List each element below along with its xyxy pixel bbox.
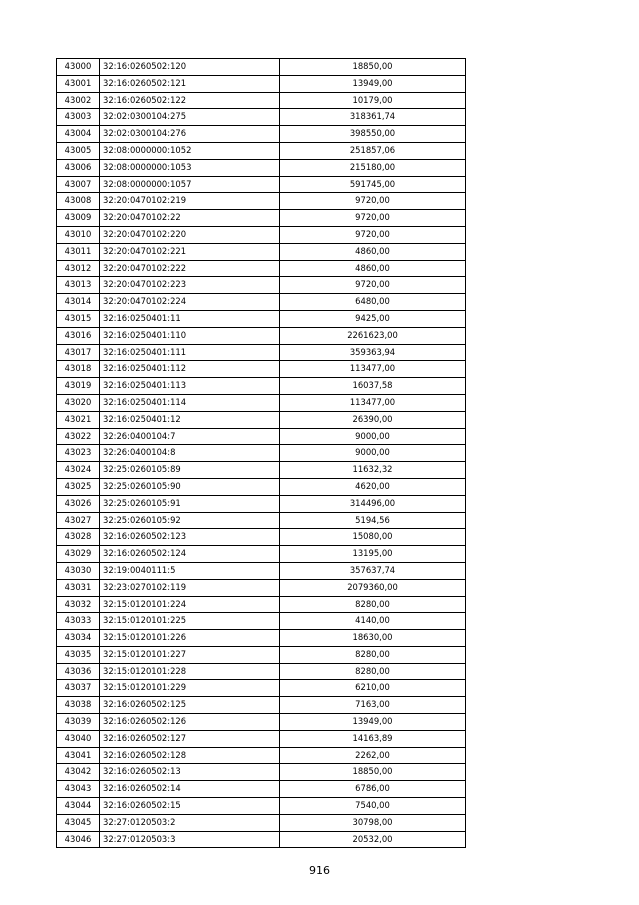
row-number-cell: 43015 [57,310,100,327]
table-row [57,697,466,714]
table-row [57,75,466,92]
table-row [57,226,466,243]
cadastral-number-cell: 32:26:0400104:7 [100,428,280,445]
table-row [57,613,466,630]
row-number-cell: 43036 [57,663,100,680]
row-number-cell: 43031 [57,579,100,596]
cadastral-number-cell: 32:16:0260502:13 [100,764,280,781]
row-number-cell: 43044 [57,798,100,815]
cadastral-number-cell: 32:16:0260502:128 [100,747,280,764]
cadastral-number-cell: 32:08:0000000:1057 [100,176,280,193]
value-cell: 18850,00 [280,764,466,781]
value-cell: 16037,58 [280,378,466,395]
value-cell: 20532,00 [280,831,466,848]
value-cell: 9000,00 [280,428,466,445]
value-cell: 13195,00 [280,546,466,563]
row-number-cell: 43037 [57,680,100,697]
value-cell: 251857,06 [280,142,466,159]
cadastral-number-cell: 32:02:0300104:276 [100,126,280,143]
cadastral-number-cell: 32:15:0120101:224 [100,596,280,613]
cadastral-number-cell: 32:15:0120101:225 [100,613,280,630]
table-row [57,193,466,210]
table-row [57,462,466,479]
table-row [57,126,466,143]
row-number-cell: 43003 [57,109,100,126]
row-number-cell: 43041 [57,747,100,764]
cadastral-number-cell: 32:20:0470102:221 [100,243,280,260]
table-row [57,730,466,747]
cadastral-number-cell: 32:08:0000000:1053 [100,159,280,176]
row-number-cell: 43012 [57,260,100,277]
value-cell: 10179,00 [280,92,466,109]
table-row [57,529,466,546]
row-number-cell: 43045 [57,814,100,831]
row-number-cell: 43040 [57,730,100,747]
row-number-cell: 43028 [57,529,100,546]
table-row [57,512,466,529]
cadastral-number-cell: 32:16:0260502:124 [100,546,280,563]
row-number-cell: 43033 [57,613,100,630]
cadastral-number-cell: 32:16:0260502:127 [100,730,280,747]
value-cell: 8280,00 [280,596,466,613]
table-row [57,109,466,126]
value-cell: 8280,00 [280,663,466,680]
value-cell: 2262,00 [280,747,466,764]
row-number-cell: 43035 [57,646,100,663]
cadastral-number-cell: 32:16:0260502:123 [100,529,280,546]
cadastral-value-table [56,58,466,848]
row-number-cell: 43046 [57,831,100,848]
table-row [57,596,466,613]
table-row [57,344,466,361]
row-number-cell: 43007 [57,176,100,193]
table-row [57,210,466,227]
table-row [57,495,466,512]
value-cell: 9720,00 [280,277,466,294]
row-number-cell: 43005 [57,142,100,159]
row-number-cell: 43017 [57,344,100,361]
cadastral-number-cell: 32:02:0300104:275 [100,109,280,126]
table-row [57,630,466,647]
cadastral-number-cell: 32:16:0250401:11 [100,310,280,327]
table-row [57,445,466,462]
value-cell: 18850,00 [280,59,466,76]
table-row [57,243,466,260]
row-number-cell: 43018 [57,361,100,378]
value-cell: 7163,00 [280,697,466,714]
row-number-cell: 43030 [57,562,100,579]
cadastral-number-cell: 32:16:0260502:125 [100,697,280,714]
table-row [57,546,466,563]
table-row [57,714,466,731]
row-number-cell: 43011 [57,243,100,260]
table-row [57,142,466,159]
row-number-cell: 43020 [57,394,100,411]
row-number-cell: 43008 [57,193,100,210]
table-row [57,831,466,848]
value-cell: 5194,56 [280,512,466,529]
cadastral-number-cell: 32:16:0250401:110 [100,327,280,344]
value-cell: 215180,00 [280,159,466,176]
cadastral-number-cell: 32:16:0260502:126 [100,714,280,731]
cadastral-number-cell: 32:16:0250401:12 [100,411,280,428]
row-number-cell: 43023 [57,445,100,462]
cadastral-number-cell: 32:20:0470102:22 [100,210,280,227]
cadastral-number-cell: 32:16:0250401:114 [100,394,280,411]
row-number-cell: 43000 [57,59,100,76]
table-row [57,361,466,378]
table-row [57,680,466,697]
row-number-cell: 43009 [57,210,100,227]
table-row [57,579,466,596]
cadastral-number-cell: 32:16:0260502:15 [100,798,280,815]
table-row [57,814,466,831]
cadastral-number-cell: 32:26:0400104:8 [100,445,280,462]
cadastral-number-cell: 32:15:0120101:227 [100,646,280,663]
cadastral-number-cell: 32:15:0120101:226 [100,630,280,647]
table-row [57,59,466,76]
value-cell: 2079360,00 [280,579,466,596]
value-cell: 2261623,00 [280,327,466,344]
cadastral-number-cell: 32:16:0250401:113 [100,378,280,395]
row-number-cell: 43025 [57,478,100,495]
value-cell: 314496,00 [280,495,466,512]
cadastral-number-cell: 32:20:0470102:220 [100,226,280,243]
table-row [57,260,466,277]
value-cell: 30798,00 [280,814,466,831]
value-cell: 26390,00 [280,411,466,428]
cadastral-number-cell: 32:15:0120101:228 [100,663,280,680]
value-cell: 4860,00 [280,243,466,260]
value-cell: 11632,32 [280,462,466,479]
cadastral-number-cell: 32:25:0260105:89 [100,462,280,479]
row-number-cell: 43019 [57,378,100,395]
row-number-cell: 43013 [57,277,100,294]
value-cell: 18630,00 [280,630,466,647]
table-row [57,663,466,680]
value-cell: 9720,00 [280,193,466,210]
cadastral-number-cell: 32:20:0470102:224 [100,294,280,311]
row-number-cell: 43002 [57,92,100,109]
table-row [57,92,466,109]
value-cell: 13949,00 [280,75,466,92]
row-number-cell: 43021 [57,411,100,428]
value-cell: 591745,00 [280,176,466,193]
value-cell: 7540,00 [280,798,466,815]
value-cell: 9425,00 [280,310,466,327]
table-row [57,646,466,663]
row-number-cell: 43022 [57,428,100,445]
cadastral-number-cell: 32:25:0260105:92 [100,512,280,529]
value-cell: 113477,00 [280,394,466,411]
row-number-cell: 43027 [57,512,100,529]
value-cell: 398550,00 [280,126,466,143]
table-row [57,798,466,815]
value-cell: 6210,00 [280,680,466,697]
cadastral-number-cell: 32:08:0000000:1052 [100,142,280,159]
cadastral-number-cell: 32:25:0260105:91 [100,495,280,512]
value-cell: 113477,00 [280,361,466,378]
table-row [57,159,466,176]
row-number-cell: 43034 [57,630,100,647]
row-number-cell: 43004 [57,126,100,143]
value-cell: 9720,00 [280,226,466,243]
table-row [57,411,466,428]
table-row [57,428,466,445]
cadastral-number-cell: 32:23:0270102:119 [100,579,280,596]
row-number-cell: 43024 [57,462,100,479]
table-row [57,294,466,311]
row-number-cell: 43001 [57,75,100,92]
cadastral-number-cell: 32:16:0250401:112 [100,361,280,378]
value-cell: 6480,00 [280,294,466,311]
row-number-cell: 43010 [57,226,100,243]
row-number-cell: 43038 [57,697,100,714]
value-cell: 6786,00 [280,781,466,798]
value-cell: 4140,00 [280,613,466,630]
cadastral-number-cell: 32:16:0250401:111 [100,344,280,361]
value-cell: 4620,00 [280,478,466,495]
table-row [57,781,466,798]
value-cell: 15080,00 [280,529,466,546]
row-number-cell: 43042 [57,764,100,781]
table-row [57,327,466,344]
value-cell: 4860,00 [280,260,466,277]
value-cell: 359363,94 [280,344,466,361]
cadastral-number-cell: 32:25:0260105:90 [100,478,280,495]
row-number-cell: 43016 [57,327,100,344]
table-body [57,59,466,848]
value-cell: 318361,74 [280,109,466,126]
value-cell: 13949,00 [280,714,466,731]
row-number-cell: 43029 [57,546,100,563]
table-row [57,747,466,764]
cadastral-number-cell: 32:20:0470102:222 [100,260,280,277]
row-number-cell: 43006 [57,159,100,176]
table-row [57,176,466,193]
cadastral-number-cell: 32:15:0120101:229 [100,680,280,697]
row-number-cell: 43043 [57,781,100,798]
table-row [57,764,466,781]
row-number-cell: 43026 [57,495,100,512]
page-number: 916 [309,864,330,877]
cadastral-number-cell: 32:20:0470102:219 [100,193,280,210]
value-cell: 357637,74 [280,562,466,579]
cadastral-number-cell: 32:16:0260502:14 [100,781,280,798]
table-row [57,277,466,294]
value-cell: 14163,89 [280,730,466,747]
cadastral-number-cell: 32:16:0260502:121 [100,75,280,92]
row-number-cell: 43014 [57,294,100,311]
cadastral-number-cell: 32:20:0470102:223 [100,277,280,294]
table-row [57,478,466,495]
row-number-cell: 43039 [57,714,100,731]
value-cell: 9720,00 [280,210,466,227]
table-row [57,310,466,327]
cadastral-number-cell: 32:27:0120503:3 [100,831,280,848]
value-cell: 8280,00 [280,646,466,663]
cadastral-number-cell: 32:16:0260502:122 [100,92,280,109]
cadastral-number-cell: 32:27:0120503:2 [100,814,280,831]
cadastral-number-cell: 32:19:0040111:5 [100,562,280,579]
table-row [57,562,466,579]
cadastral-number-cell: 32:16:0260502:120 [100,59,280,76]
table-row [57,394,466,411]
table-row [57,378,466,395]
row-number-cell: 43032 [57,596,100,613]
value-cell: 9000,00 [280,445,466,462]
